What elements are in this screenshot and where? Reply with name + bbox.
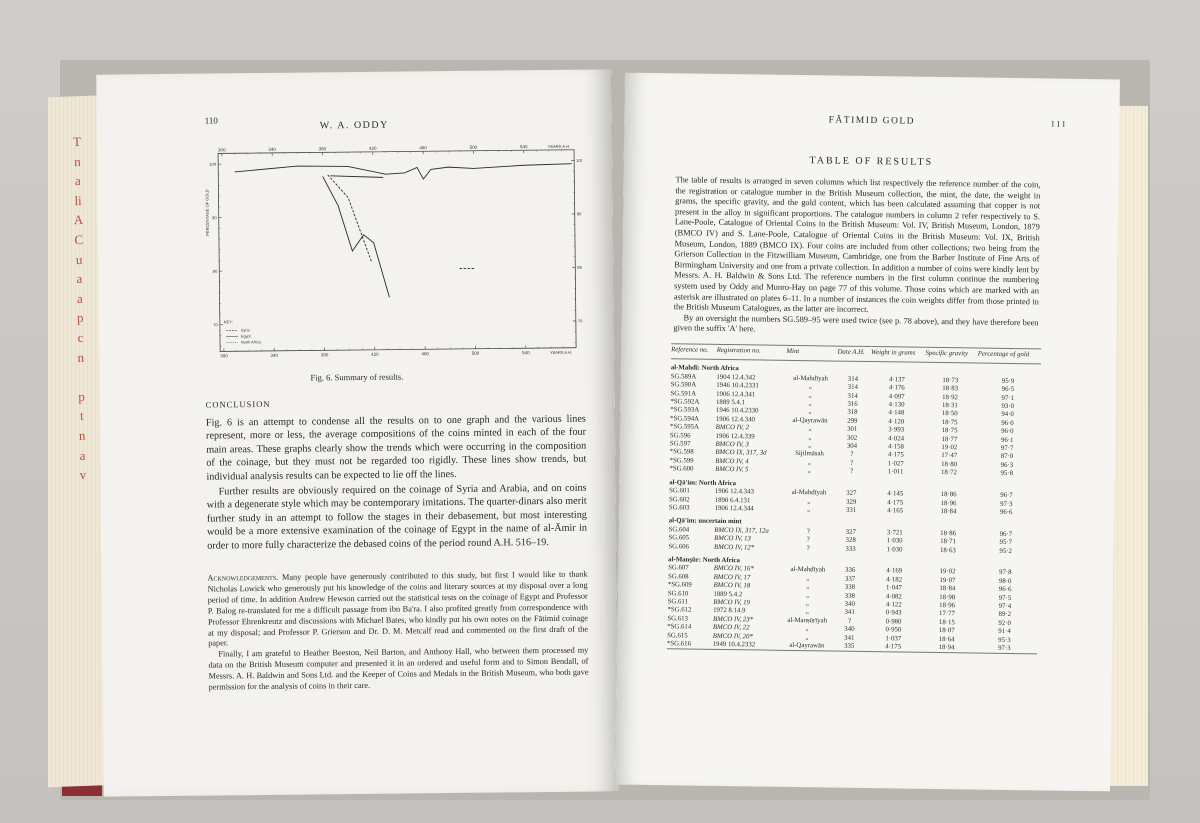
table-cell: BMCO IV, 2 <box>715 424 750 432</box>
table-cell: SG.603 <box>668 504 690 512</box>
table-cell: *SG.612 <box>667 606 692 614</box>
table-cell: 18·15 <box>938 618 955 627</box>
column-header: Reference no. <box>671 344 717 360</box>
x-tick-label-bottom: 500 <box>471 350 480 356</box>
table-cell: SG.604 <box>668 525 690 534</box>
table-cell: 93·0 <box>1001 402 1014 411</box>
table-cell: BMCO IV, 22 <box>712 624 750 632</box>
table-cell: 3·993 <box>888 426 905 434</box>
table-cell: 18·63 <box>939 546 956 554</box>
table-cell: 17·47 <box>941 452 958 460</box>
table-cell: 341 <box>844 609 855 617</box>
table-cell: 4·137 <box>888 376 905 384</box>
legend-label: Syria <box>240 328 250 333</box>
table-cell: 19·02 <box>939 568 956 576</box>
table-cell: BMCO IV, 13 <box>714 534 751 543</box>
x-tick-label-bottom: 540 <box>522 350 530 356</box>
table-cell: 18·77 <box>941 435 958 443</box>
table-cell: ? <box>850 468 854 476</box>
table-cell: 18·98 <box>939 593 956 601</box>
table-cell: al-Mahdīyah <box>793 374 828 383</box>
table-cell: 1904 12.4.342 <box>716 373 756 382</box>
column-header: Mint <box>786 345 837 361</box>
table-cell: 302 <box>846 434 858 442</box>
table-cell: 18·07 <box>938 627 955 635</box>
table-cell: „ <box>808 408 812 416</box>
prev-page-letter: li <box>74 192 82 208</box>
table-cell: 96·1 <box>1000 436 1014 444</box>
table-cell: BMCO IV, 3 <box>715 440 749 449</box>
table-cell: ? <box>806 527 810 535</box>
table-cell: 97·8 <box>999 569 1012 577</box>
prev-page-letter: T <box>72 133 82 150</box>
y-axis-label: PERCENTAGE OF GOLD <box>204 189 210 236</box>
y-tick-label-left: 100 <box>209 161 217 167</box>
table-cell: SG.606 <box>668 542 690 551</box>
table-cell: 318 <box>847 409 858 417</box>
table-cell: SG.602 <box>668 495 690 504</box>
table-cell: 1906 12.4.341 <box>716 390 756 399</box>
x-tick-label-bottom: 340 <box>270 352 279 358</box>
table-cell: 4·176 <box>888 384 905 392</box>
table-cell: 316 <box>847 400 858 408</box>
table-cell: 335 <box>844 642 855 650</box>
table-cell: BMCO IV, 19 <box>713 598 751 607</box>
table-cell: SG.607 <box>668 564 689 572</box>
table-cell: SG.589A <box>670 373 697 381</box>
table-cell: 18·86 <box>940 491 957 499</box>
table-cell: „ <box>805 625 809 633</box>
table-cell: Sijilmāsah <box>795 450 824 458</box>
table-cell: 314 <box>847 383 858 392</box>
column-header: Registration no. <box>717 344 787 360</box>
ack-text: Many people have generously contributed to this study, but first I would like to thank Nicholas Lowick who generously put his knowledge of the coins and literary sources at my disposal over a long period of time. In addition Andrew Hewson carried out the statistical tests on the coinage of Egypt and Professor P. Balog re-translated for me a difficult passage from ibn Ba'ra. I also profited greatly from correspondence with Professor Ehrenkreutz and discussions with Michael Bates, who kindly put his own notes on the Fātimid coinage at my disposal; and Professor P. Grierson and Dr. D. M. Metcalf read and commented on the first draft of the paper. <box>207 569 589 649</box>
group-title: al-Qā'im: uncertain mint <box>668 517 742 526</box>
table-cell: 1·011 <box>887 468 904 476</box>
conclusion-paragraph: Fig. 6 is an attempt to condense all the results on to one graph and the various lines represent, more or less, the average compositions of the coins minted in each of the four main areas. These graphs clearly show the trends which were occurring in the composition of the coinage, but they must not be regarded too rigidly. These lines show trends, but individual analysis results can be expected to lie off the lines. <box>205 413 587 483</box>
table-cell: 0·950 <box>885 626 902 634</box>
table-body <box>667 359 1041 654</box>
y-tick-label-right: 100 <box>576 157 584 163</box>
legend-label: North Africa <box>241 340 261 345</box>
table-cell: 97·1 <box>1001 394 1015 402</box>
table-cell: 18·31 <box>941 402 958 410</box>
y-tick-label-right: 70 <box>577 318 583 324</box>
table-cell: 1906 12.4.340 <box>715 415 755 424</box>
table-cell: al-Mahdīyah <box>791 489 827 497</box>
table-cell: 4·165 <box>887 507 904 515</box>
prev-page-letter: p <box>78 388 85 404</box>
table-cell: 96·6 <box>998 586 1012 594</box>
table-cell: SG.590A <box>670 381 697 389</box>
chart-frame <box>218 150 576 352</box>
table-cell: 97·7 <box>1000 444 1014 453</box>
table-cell: „ <box>807 506 811 514</box>
table-cell: 1972 8.14.9 <box>713 607 746 615</box>
table-cell: 18·96 <box>939 601 956 610</box>
prev-page-letter: n <box>74 153 81 169</box>
table-cell: BMCO IV, 17 <box>713 573 751 582</box>
table-cell: „ <box>805 591 810 599</box>
column-header: Weight in grams <box>871 347 926 363</box>
table-cell: 4·130 <box>888 401 905 409</box>
left-page-number: 110 <box>204 115 218 126</box>
table-cell: 18·86 <box>940 529 957 537</box>
table-cell: 1946 10.4.2331 <box>716 382 759 390</box>
table-cell: „ <box>807 467 811 475</box>
table-cell: *SG.592A <box>670 398 700 406</box>
table-cell: 18·80 <box>941 460 958 469</box>
table-cell: 301 <box>847 425 858 434</box>
x-axis-label-top: YEARS A.H. <box>547 143 571 149</box>
table-cell: 18·73 <box>942 376 959 385</box>
table-cell: 337 <box>844 575 856 583</box>
chart-svg <box>202 140 584 374</box>
table-cell: 95·9 <box>1001 377 1015 385</box>
table-cell: 1906 12.4.343 <box>714 487 754 496</box>
prev-page-letter <box>71 367 91 387</box>
table-cell: 18·75 <box>941 427 958 435</box>
table-cell: 18·64 <box>938 635 955 643</box>
table-cell: BMCO IV, 12* <box>713 543 755 551</box>
table-cell: *SG.609 <box>667 581 692 589</box>
table-cell: 1946 10.4.2330 <box>715 407 759 415</box>
table-title: TABLE OF RESULTS <box>809 155 934 168</box>
group-title: al-Manṣūr: North Africa <box>668 556 740 565</box>
table-cell: 97·5 <box>998 594 1012 602</box>
table-intro <box>673 175 1040 339</box>
table-cell: 94·0 <box>1001 411 1014 419</box>
prev-page-letter: u <box>75 251 83 267</box>
legend-title: KEY: <box>223 319 233 325</box>
table-cell: „ <box>805 633 809 641</box>
table-cell: ? <box>850 451 854 459</box>
ack-paragraph <box>207 570 588 650</box>
y-tick-label-left: 90 <box>212 215 217 221</box>
left-page-header <box>97 115 612 132</box>
table-cell: SG.611 <box>667 598 689 606</box>
x-tick-label-bottom: 300 <box>220 353 228 359</box>
table-cell: 18·96 <box>940 499 957 507</box>
table-cell: 18·50 <box>941 410 958 418</box>
table-cell: 3·721 <box>886 528 903 537</box>
table-cell: al-Manṣūrīyah <box>787 616 828 625</box>
table-cell: 18·84 <box>939 585 956 593</box>
table-cell: ? <box>847 617 852 625</box>
x-axis-label-bottom: YEARS A.H. <box>549 349 573 355</box>
table-cell: 0·943 <box>885 609 902 617</box>
table-cell: 1889 5.4.1 <box>716 398 745 407</box>
table-cell: 4·145 <box>887 490 904 498</box>
results-table <box>667 343 1041 658</box>
group-title: al-Qā'im: North Africa <box>669 478 737 487</box>
table-cell: 304 <box>846 442 858 450</box>
table-cell: 87·0 <box>1000 453 1014 461</box>
prev-page-letter: v <box>79 467 87 483</box>
table-cell: 97·3 <box>998 644 1011 653</box>
table-cell: 4·122 <box>885 601 902 609</box>
table-cell: al-Mahdīyah <box>790 566 826 574</box>
table-cell: *SG.598 <box>669 448 694 457</box>
prev-page-letter: t <box>79 408 84 424</box>
table-cell: *SG.599 <box>669 457 694 465</box>
table-cell: SG.591A <box>670 389 697 398</box>
ack-label: Acknowledgements. <box>207 572 279 583</box>
table-cell: „ <box>808 383 813 391</box>
x-tick-label-top: 300 <box>218 147 226 153</box>
table-cell: „ <box>808 425 812 433</box>
table-cell: 327 <box>846 489 857 497</box>
table-cell: 96·3 <box>1000 461 1014 469</box>
conclusion-paragraph: Further results are obviously required on the coinage of Syria and Arabia, and on coins with a degenerate style which may be contemporary imitations. The quarter-dinars also merit further study in an attempt to follow the stages in their debasement, but most interesting would be a more extensive examination of the coinage of Egypt in the name of al-Āmir in order to more fully characterize the debased coins of the period round A.H. 516–19. <box>206 482 588 552</box>
x-tick-label-top: 340 <box>268 146 276 152</box>
y-tick-label-left: 80 <box>212 268 218 274</box>
table-cell: 18·84 <box>940 507 957 516</box>
table-cell: 92·0 <box>998 619 1011 627</box>
right-page-number: 111 <box>1050 118 1068 129</box>
table-cell: 1·030 <box>886 545 903 554</box>
table-cell: 96·0 <box>1001 428 1014 436</box>
table-cell: BMCO IV, 23* <box>712 615 754 624</box>
x-tick-label-bottom: 460 <box>421 351 430 357</box>
table-cell: 97·3 <box>1000 500 1013 508</box>
table-cell: 95·8 <box>1000 470 1014 478</box>
series-line-arabia <box>330 175 383 178</box>
acknowledgements <box>207 570 588 694</box>
table-cell: 97·4 <box>998 602 1012 610</box>
table-cell: 1889 5.4.2 <box>713 590 743 598</box>
table-cell: 96·0 <box>1001 419 1014 427</box>
x-tick-label-top: 420 <box>368 145 377 151</box>
table-cell: 17·77 <box>939 610 955 618</box>
table-cell: ? <box>806 544 810 552</box>
y-tick-label-right: 90 <box>576 211 582 217</box>
table-cell: 1906 12.4.344 <box>714 504 754 513</box>
right-page <box>615 73 1120 792</box>
table-cell: *SG.616 <box>666 640 692 648</box>
table-cell: *SG.614 <box>667 623 692 631</box>
table-cell: al-Qayrawān <box>792 416 828 425</box>
table-cell: 18·94 <box>938 644 955 652</box>
intro-paragraph: By an oversight the numbers SG.589–95 were used twice (see p. 78 above), and they have therefore been given the suffix 'A' here. <box>673 313 1039 334</box>
table-cell: 4·024 <box>888 434 905 443</box>
x-tick-label-top: 380 <box>318 146 327 152</box>
ack-paragraph: Finally, I am grateful to Heather Beeston, Neil Barton, and Anthony Hall, who between them processed my data on the British Museum computer and presented it in an ordered and useful form and to Simon Bendall, of Messrs. A. H. Baldwin and Sons Ltd. and the Keeper of Coins and Medals in the British Museum, who both gave permission for the analysis of coins in their care. <box>208 645 589 692</box>
table-cell: SG.610 <box>667 589 689 598</box>
table-cell: „ <box>806 583 810 591</box>
prev-page-letter: a <box>74 173 81 189</box>
table-cell: 4·120 <box>888 418 905 426</box>
intro-paragraph: The table of results is arranged in seven columns which list respectively the reference number of the coin, the registration or catalogue number in the British Museum collection, the mint, the date, the weight in grams, the specific gravity, and the gold content, which has been calculated assuming that copper is not present in the alloy in significant proportions. The catalogue numbers in column 2 refer respectively to S. Lane-Poole, Catalogue of Oriental Coins in the British Museum: Vol. IV, British Museum, London, 1879 (BMCO IV) and S. Lane-Poole, Catalogue of Oriental Coins in the British Museum: Vol. IX, British Museum, London, 1889 (BMCO IX). Four coins are included from other collections; two being from the Grierson Collection in the Fitzwilliam Museum, Cambridge, one from the Barber Institute of Fine Arts of Birmingham University and one from a private collection. In addition a number of coins were kindly lent by Messrs. A. H. Baldwin & Sons Ltd. The reference numbers in the first column continue the numbering system used by Oddy and Munro-Hay on page 77 of this volume. Those coins which are marked with an asterisk are illustrated on plates 6–11. In a number of instances the coin weights differ from those printed in the British Museum Catalogues, as the latter are incorrect. <box>673 175 1041 315</box>
table-cell: SG.608 <box>667 572 689 581</box>
table-cell: BMCO IV, 18 <box>713 582 751 590</box>
table-cell: 4·148 <box>888 409 905 417</box>
column-header: Percentage of gold <box>978 348 1042 364</box>
table-cell: SG.613 <box>667 615 689 623</box>
table-cell: 4·158 <box>887 443 904 451</box>
right-running-head: FĀTIMID GOLD <box>828 115 916 127</box>
table-cell: SG.596 <box>669 431 691 440</box>
table-cell: 4·169 <box>886 567 903 575</box>
table-cell: „ <box>808 391 812 399</box>
table-cell: *SG.595A <box>670 423 699 431</box>
table-cell: 4·175 <box>887 498 904 507</box>
table-cell: 299 <box>847 417 858 425</box>
table-cell: BMCO IV, 20* <box>712 632 753 641</box>
table-cell: „ <box>806 574 810 582</box>
table-cell: „ <box>805 600 809 608</box>
table-cell: 331 <box>845 506 857 514</box>
table-cell: 18·92 <box>942 393 959 401</box>
table-cell: 1890 6.4.131 <box>714 496 751 504</box>
table-cell: SG.601 <box>669 487 690 495</box>
y-tick-label-right: 80 <box>577 264 582 270</box>
series-line-north-africa <box>235 163 572 181</box>
prev-page-letter: a <box>79 447 86 463</box>
group-title: al-Mahdī: North Africa <box>670 364 739 373</box>
table-cell: „ <box>808 400 812 408</box>
table-cell: ? <box>806 536 810 544</box>
table-cell: 18·75 <box>941 418 958 427</box>
table-cell: 328 <box>845 536 856 544</box>
figure-caption: Fig. 6. Summary of results. <box>310 371 404 383</box>
table-cell: BMCO IX, 317, 12a <box>714 526 769 535</box>
conclusion-heading: CONCLUSION <box>205 398 271 410</box>
series-line-egypt <box>323 176 390 298</box>
table-cell: *SG.593A <box>670 406 700 415</box>
table-cell: 1·037 <box>885 634 902 643</box>
left-page <box>96 69 619 796</box>
legend-label: Egypt <box>240 334 251 339</box>
table-cell: 18·83 <box>942 385 959 393</box>
table-cell: 4·182 <box>886 576 903 584</box>
conclusion-body <box>206 413 587 553</box>
left-running-head: W. A. ODDY <box>319 119 389 132</box>
prev-page-letter: p <box>76 310 84 326</box>
x-tick-label-top: 540 <box>519 144 528 150</box>
table-cell: 340 <box>844 625 855 634</box>
x-tick-label-bottom: 420 <box>371 351 379 357</box>
table-cell: 95·3 <box>998 636 1011 644</box>
table-cell: ? <box>850 459 854 467</box>
series-line-syria <box>328 174 372 262</box>
table-cell: BMCO IV, 4 <box>715 457 749 466</box>
table-cell: SG.597 <box>669 440 691 448</box>
table-cell: 96·7 <box>1000 491 1013 500</box>
table-cell: 89·2 <box>998 611 1012 619</box>
table-cell: 1·030 <box>886 537 903 545</box>
figure-6-chart <box>202 140 584 374</box>
table-cell: 96·6 <box>999 508 1013 516</box>
table-cell: al-Qayrawān <box>789 641 825 650</box>
y-tick-label-left: 70 <box>213 322 218 328</box>
prev-page-letter: a <box>76 271 83 287</box>
table-cell: BMCO IV, 5 <box>715 466 749 474</box>
table-cell: 327 <box>845 528 856 536</box>
table-cell: „ <box>805 608 809 616</box>
table-cell: *SG.600 <box>669 465 694 473</box>
table-cell: 19·02 <box>941 444 958 452</box>
table-cell: 314 <box>847 392 858 400</box>
right-page-header <box>624 113 1119 129</box>
table-cell: 1·027 <box>887 460 904 468</box>
table-cell: „ <box>808 433 812 441</box>
table-cell: 18·72 <box>940 469 957 477</box>
table-cell: 338 <box>844 592 856 600</box>
table-cell: 95·7 <box>999 538 1013 547</box>
prev-page-letter: A <box>73 212 84 228</box>
table-cell: 95·2 <box>999 547 1012 555</box>
prev-page-letter: n <box>78 427 86 443</box>
x-tick-label-top: 500 <box>469 144 478 150</box>
table-cell: SG.605 <box>668 534 690 542</box>
table-cell: „ <box>808 442 812 450</box>
table-cell: 4·175 <box>885 643 902 651</box>
table-cell: 96·5 <box>1001 386 1015 394</box>
table-cell: 98·0 <box>998 577 1012 585</box>
table-cell: 18·71 <box>940 538 956 546</box>
table-cell: 4·097 <box>888 392 905 401</box>
table-cell: 91·4 <box>998 628 1011 636</box>
table-cell: 341 <box>844 634 855 642</box>
table-cell: BMCO IX, 317, 3d <box>715 449 767 458</box>
table-cell: „ <box>807 497 811 505</box>
prev-page-letter: C <box>74 231 84 248</box>
prev-page-letter: n <box>77 349 85 365</box>
table-cell: 336 <box>845 567 856 575</box>
prev-page-letter: a <box>76 290 83 306</box>
table-cell: 19·07 <box>939 576 956 584</box>
table-cell: *SG.594A <box>670 415 700 423</box>
table-cell: 333 <box>845 545 856 553</box>
column-header: Date A.H. <box>837 346 871 362</box>
table-cell: 4·082 <box>885 592 902 601</box>
table-cell: SG.615 <box>667 631 688 640</box>
table-cell: 329 <box>846 498 857 506</box>
prev-page-letter: c <box>77 329 84 345</box>
table-cell: 0·980 <box>885 618 902 626</box>
table-cell: „ <box>807 459 811 467</box>
table-cell: 96·7 <box>999 530 1013 538</box>
table-cell: 1·047 <box>886 584 902 592</box>
table-cell: 338 <box>844 583 856 591</box>
table-cell: 1949 10.4.2332 <box>712 640 756 649</box>
table-cell: 340 <box>844 600 855 608</box>
column-header: Specific gravity <box>925 347 977 363</box>
x-tick-label-top: 460 <box>419 145 427 151</box>
table-cell: 314 <box>847 375 859 383</box>
x-tick-label-bottom: 380 <box>320 352 329 358</box>
table-cell: BMCO IV, 16* <box>713 565 754 573</box>
table-cell: 4·175 <box>887 451 904 459</box>
table-cell: 1906 12.4.339 <box>715 432 755 441</box>
